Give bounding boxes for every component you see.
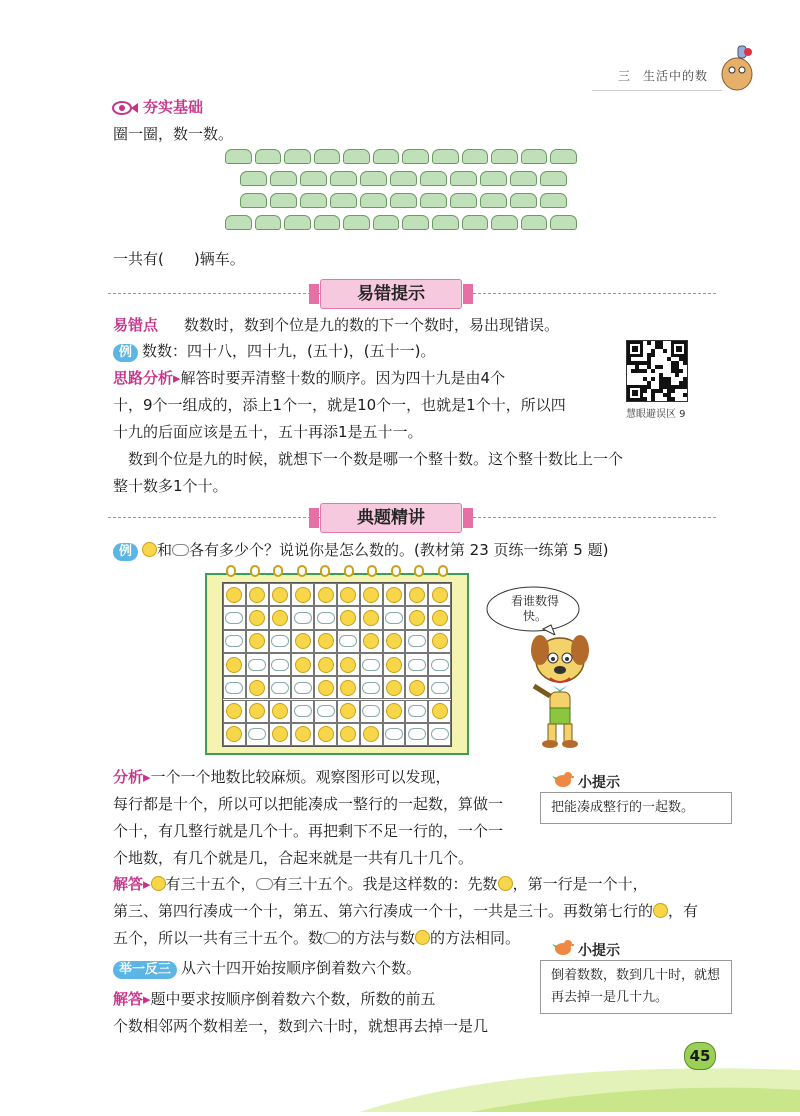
grid-cell [314, 583, 337, 606]
sun-icon [432, 610, 448, 626]
car-row [240, 171, 577, 186]
grid-cell [428, 606, 451, 629]
sun-cloud-grid [222, 582, 452, 747]
bird-icon [552, 938, 574, 960]
grid-cell [428, 653, 451, 676]
grid-cell [337, 606, 360, 629]
car-row [225, 215, 577, 230]
sun-icon [340, 657, 356, 673]
grid-cell [360, 723, 383, 746]
sun-icon [409, 610, 425, 626]
grid-cell [291, 676, 314, 699]
car-icon [450, 193, 477, 208]
chapter-number: 三 [618, 69, 632, 83]
car-icon [480, 193, 507, 208]
grid-cell [383, 653, 406, 676]
car-icon [521, 215, 548, 230]
sun-icon [340, 726, 356, 742]
grid-cell [269, 653, 292, 676]
answer-text-1a: 有三十五个， [165, 875, 256, 893]
sun-icon [318, 633, 334, 649]
grid-cell [405, 630, 428, 653]
grid-cell [223, 676, 246, 699]
grid-cell [246, 606, 269, 629]
answer-text-3c: 的方法相同。 [430, 929, 521, 947]
grid-cell [383, 700, 406, 723]
tip1-title: 小提示 [578, 775, 620, 791]
tip2-text: 倒着数数，数到几十时，就想再去掉一是几十九。 [551, 968, 721, 1005]
car-grid [225, 149, 577, 237]
sun-icon [272, 703, 288, 719]
car-icon [284, 149, 311, 164]
grid-cell [405, 653, 428, 676]
car-row [225, 149, 577, 164]
sun-icon [432, 587, 448, 603]
grid-cell [223, 606, 246, 629]
sun-icon [340, 587, 356, 603]
grid-cell [360, 676, 383, 699]
section-title-foundation: 夯实基础 [143, 98, 204, 116]
ring-icon [367, 565, 377, 577]
cloud-sun-icon [431, 659, 449, 671]
grid-cell [428, 723, 451, 746]
grid-cell [314, 606, 337, 629]
car-icon [550, 215, 577, 230]
analysis-line-2: 十，9个一组成的，添上1个一，就是10个一，也就是1个十，所以四 [113, 396, 566, 414]
car-icon [373, 149, 400, 164]
grid-cell [291, 606, 314, 629]
cloud-sun-icon [362, 682, 380, 694]
car-icon [402, 149, 429, 164]
grid-cell [223, 700, 246, 723]
practice-text: 从六十四开始按顺序倒着数六个数。 [181, 959, 422, 977]
car-icon [420, 193, 447, 208]
cloud-sun-icon [271, 659, 289, 671]
grid-cell [314, 676, 337, 699]
lecture-analysis-label: 分析▸ [113, 768, 151, 786]
grid-cell [405, 723, 428, 746]
car-icon [390, 171, 417, 186]
answer2-line-1 [113, 985, 436, 1013]
page-number-badge [684, 1042, 716, 1070]
sun-icon [272, 587, 288, 603]
example-badge: 例 [113, 344, 138, 362]
grid-cell [314, 723, 337, 746]
cloud-sun-icon [225, 682, 243, 694]
grid-cell [223, 723, 246, 746]
page-number: 45 [689, 1047, 711, 1065]
car-icon [491, 149, 518, 164]
sun-icon [318, 680, 334, 696]
grid-cell [405, 606, 428, 629]
car-icon [432, 149, 459, 164]
grid-cell [405, 676, 428, 699]
grid-cell [383, 723, 406, 746]
sun-icon [226, 657, 242, 673]
sun-icon [340, 680, 356, 696]
answer-text-3a: 五个，所以一共有三十五个。数 [113, 929, 324, 947]
sun-icon [226, 703, 242, 719]
car-icon [373, 215, 400, 230]
car-icon [360, 171, 387, 186]
lecture-analysis-line-2: 每行都是十个，所以可以把能凑成一整行的一起数，算做一 [113, 795, 504, 813]
cloud-sun-icon [339, 635, 357, 647]
car-icon [225, 149, 252, 164]
grid-cell [314, 653, 337, 676]
example-text: 数数：四十八，四十九，(五十)，(五十一)。 [142, 342, 436, 360]
sun-icon [432, 703, 448, 719]
car-icon [314, 215, 341, 230]
sun-icon [249, 610, 265, 626]
sun-icon [415, 930, 430, 945]
sun-icon [386, 633, 402, 649]
car-icon [462, 149, 489, 164]
tip2-box [540, 960, 732, 1014]
sun-icon [249, 680, 265, 696]
tip2-title: 小提示 [578, 943, 620, 959]
error-point-title: 易错点 [113, 316, 159, 334]
lecture-analysis-text-1: 一个一个地数比较麻烦。观察图形可以发现， [150, 768, 451, 786]
grid-cell [223, 630, 246, 653]
sun-icon [653, 903, 668, 918]
ring-icon [414, 565, 424, 577]
car-icon [314, 149, 341, 164]
car-icon [343, 149, 370, 164]
car-icon [510, 171, 537, 186]
grid-cell [360, 653, 383, 676]
sun-icon [142, 542, 157, 557]
grid-cell [223, 583, 246, 606]
ring-icon [320, 565, 330, 577]
analysis-text-1: 解答时要弄清整十数的顺序。因为四十九是由4个 [180, 369, 506, 387]
grid-cell [383, 583, 406, 606]
sun-icon [386, 587, 402, 603]
car-icon [360, 193, 387, 208]
grid-cell [428, 676, 451, 699]
banner-lecture: 典题精讲 [320, 503, 462, 533]
car-icon [540, 171, 567, 186]
cloud-sun-icon [294, 682, 312, 694]
sun-icon [318, 726, 334, 742]
cloud-sun-icon [317, 705, 335, 717]
sun-icon [272, 610, 288, 626]
analysis-label: 思路分析▸ [113, 369, 181, 387]
car-icon [521, 149, 548, 164]
sun-icon [498, 876, 513, 891]
cloud-sun-icon [431, 682, 449, 694]
cloud-sun-icon [408, 635, 426, 647]
grid-cell [337, 653, 360, 676]
speech-bubble-text: 看谁数得快。 [510, 594, 559, 623]
car-icon [270, 171, 297, 186]
dog-mascot [520, 630, 600, 754]
car-icon [462, 215, 489, 230]
grid-cell [269, 700, 292, 723]
cloud-sun-icon [248, 659, 266, 671]
ring-icon [391, 565, 401, 577]
car-icon [550, 149, 577, 164]
cloud-sun-icon [408, 659, 426, 671]
sun-icon [363, 726, 379, 742]
ring-icon [273, 565, 283, 577]
grid-cell [291, 723, 314, 746]
answer2-line-2: 个数相邻两个数相差一，数到六十时，就想再去掉一是几 [113, 1017, 489, 1035]
grid-cell [269, 630, 292, 653]
error-point-text: 数数时，数到个位是九的数的下一个数时，易出现错误。 [184, 316, 560, 334]
qr-code[interactable] [626, 340, 688, 402]
board-rings [222, 565, 462, 579]
grid-cell [383, 630, 406, 653]
cloud-sun-icon [248, 728, 266, 740]
grid-cell [291, 653, 314, 676]
sun-icon [226, 726, 242, 742]
sun-icon [226, 587, 242, 603]
sun-icon [409, 587, 425, 603]
car-icon [390, 193, 417, 208]
grid-cell [291, 630, 314, 653]
car-icon [402, 215, 429, 230]
lecture-analysis-line-3: 个十，有几整行就是几个十。再把剩下不足一行的，一个一 [113, 822, 504, 840]
cloud-sun-icon [362, 705, 380, 717]
grid-cell [246, 583, 269, 606]
grid-cell [337, 723, 360, 746]
car-icon [432, 215, 459, 230]
answer-label: 解答▸ [113, 875, 151, 893]
grid-cell [337, 630, 360, 653]
sun-icon [295, 657, 311, 673]
sun-icon [432, 633, 448, 649]
sun-icon [249, 633, 265, 649]
sun-icon [340, 610, 356, 626]
grid-cell [246, 630, 269, 653]
sun-icon [318, 587, 334, 603]
cloud-sun-icon [362, 659, 380, 671]
lecture-analysis-line-1 [113, 763, 451, 791]
cloud-sun-icon [225, 612, 243, 624]
car-icon [270, 193, 297, 208]
foundation-answer-line: 一共有( )辆车。 [113, 250, 245, 268]
sun-icon [363, 587, 379, 603]
car-icon [240, 193, 267, 208]
sun-icon [151, 876, 166, 891]
tip1-text: 把能凑成整行的一起数。 [551, 800, 695, 815]
sun-icon [295, 726, 311, 742]
cloud-sun-icon [431, 728, 449, 740]
cloud-sun-icon [172, 544, 189, 556]
sun-icon [386, 703, 402, 719]
answer-text-1b: 有三十五个。我是这样数的：先数 [272, 875, 498, 893]
ring-icon [250, 565, 260, 577]
sun-icon [272, 726, 288, 742]
grid-cell [337, 700, 360, 723]
car-icon [255, 215, 282, 230]
grid-cell [383, 676, 406, 699]
sun-icon [386, 657, 402, 673]
car-icon [284, 215, 311, 230]
practice-line [113, 954, 421, 982]
grid-cell [223, 653, 246, 676]
lecture-analysis-line-4: 个地数，有几个就是几，合起来就是一共有几十几个。 [113, 849, 474, 867]
car-row [240, 193, 577, 208]
cloud-sun-icon [385, 728, 403, 740]
car-icon [343, 215, 370, 230]
grid-cell [269, 676, 292, 699]
cloud-sun-icon [408, 705, 426, 717]
analysis-line-3: 十九的后面应该是五十，五十再添1是五十一。 [113, 423, 423, 441]
sun-icon [318, 657, 334, 673]
ring-icon [438, 565, 448, 577]
grid-cell [246, 676, 269, 699]
grid-cell [383, 606, 406, 629]
grid-cell [360, 630, 383, 653]
grid-cell [246, 723, 269, 746]
car-icon [330, 171, 357, 186]
cloud-sun-icon [256, 878, 273, 890]
ring-icon [344, 565, 354, 577]
grid-cell [360, 606, 383, 629]
error-point-label [113, 311, 158, 339]
car-icon [300, 171, 327, 186]
grid-cell [314, 630, 337, 653]
sun-icon [249, 703, 265, 719]
chapter-title: 生活中的数 [643, 69, 709, 83]
answer2-text-1: 题中要求按顺序倒着数六个数，所数的前五 [150, 990, 436, 1008]
answer-line-3 [113, 924, 520, 952]
answer-text-2a: 第三、第四行凑成一个十，第五、第六行凑成一个十，一共是三十。再数第七行的 [113, 902, 654, 920]
sun-icon [340, 703, 356, 719]
footer-wave [0, 1040, 800, 1116]
bird-icon [552, 770, 574, 792]
ring-icon [297, 565, 307, 577]
speech-bubble [485, 585, 581, 635]
grid-cell [314, 700, 337, 723]
cloud-sun-icon [408, 728, 426, 740]
foundation-instruction: 圈一圈，数一数。 [113, 125, 234, 143]
sun-icon [295, 587, 311, 603]
car-icon [491, 215, 518, 230]
tip1-box [540, 792, 732, 824]
cloud-sun-icon [294, 705, 312, 717]
lecture-example-line: 例 和 各有多少个？说说你是怎么数的。(教材第 23 页练一练第 5 题) [113, 536, 608, 564]
grid-cell [337, 676, 360, 699]
grid-cell [269, 606, 292, 629]
car-icon [420, 171, 447, 186]
sun-icon [363, 610, 379, 626]
cloud-sun-icon [323, 932, 340, 944]
cloud-sun-icon [294, 612, 312, 624]
answer-text-2b: ，有 [668, 902, 699, 920]
mascot-icon [718, 44, 756, 92]
grid-cell [291, 583, 314, 606]
section-eye-icon [112, 100, 138, 119]
cloud-sun-icon [317, 612, 335, 624]
sun-icon [249, 587, 265, 603]
grid-cell [360, 700, 383, 723]
answer-text-1c: ，第一行是一个十， [512, 875, 648, 893]
car-icon [480, 171, 507, 186]
car-icon [240, 171, 267, 186]
grid-cell [269, 583, 292, 606]
banner-error-tips: 易错提示 [320, 279, 462, 309]
sun-icon [295, 633, 311, 649]
grid-cell [405, 583, 428, 606]
grid-cell [428, 630, 451, 653]
sun-icon [363, 633, 379, 649]
note-line-2: 整十数多1个十。 [113, 477, 228, 495]
grid-cell [337, 583, 360, 606]
car-icon [510, 193, 537, 208]
answer-text-3b: 的方法与数 [340, 929, 416, 947]
practice-badge: 举一反三 [113, 961, 177, 979]
grid-cell [269, 723, 292, 746]
car-icon [255, 149, 282, 164]
car-icon [450, 171, 477, 186]
answer-line-2 [113, 897, 698, 925]
cloud-sun-icon [385, 612, 403, 624]
grid-cell [428, 583, 451, 606]
car-icon [300, 193, 327, 208]
example-line [113, 337, 435, 365]
grid-cell [291, 700, 314, 723]
grid-cell [246, 700, 269, 723]
qr-caption: 慧眼避误区 9 [626, 409, 686, 420]
sun-icon [409, 680, 425, 696]
analysis-line-1 [113, 364, 505, 392]
ring-icon [226, 565, 236, 577]
car-icon [225, 215, 252, 230]
lecture-example-badge: 例 [113, 543, 138, 561]
lecture-example-text: 各有多少个？说说你是怎么数的。(教材第 23 页练一练第 5 题) [189, 541, 609, 559]
cloud-sun-icon [225, 635, 243, 647]
car-icon [540, 193, 567, 208]
grid-cell [246, 653, 269, 676]
sun-icon [386, 680, 402, 696]
grid-cell [428, 700, 451, 723]
answer2-label: 解答▸ [113, 990, 151, 1008]
car-icon [330, 193, 357, 208]
cloud-sun-icon [271, 682, 289, 694]
answer-line-1 [113, 870, 648, 898]
header-underline [592, 90, 722, 91]
cloud-sun-icon [271, 635, 289, 647]
grid-cell [360, 583, 383, 606]
note-line-1: 数到个位是九的时候，就想下一个数是哪一个整十数。这个整十数比上一个 [128, 450, 624, 468]
grid-cell [405, 700, 428, 723]
